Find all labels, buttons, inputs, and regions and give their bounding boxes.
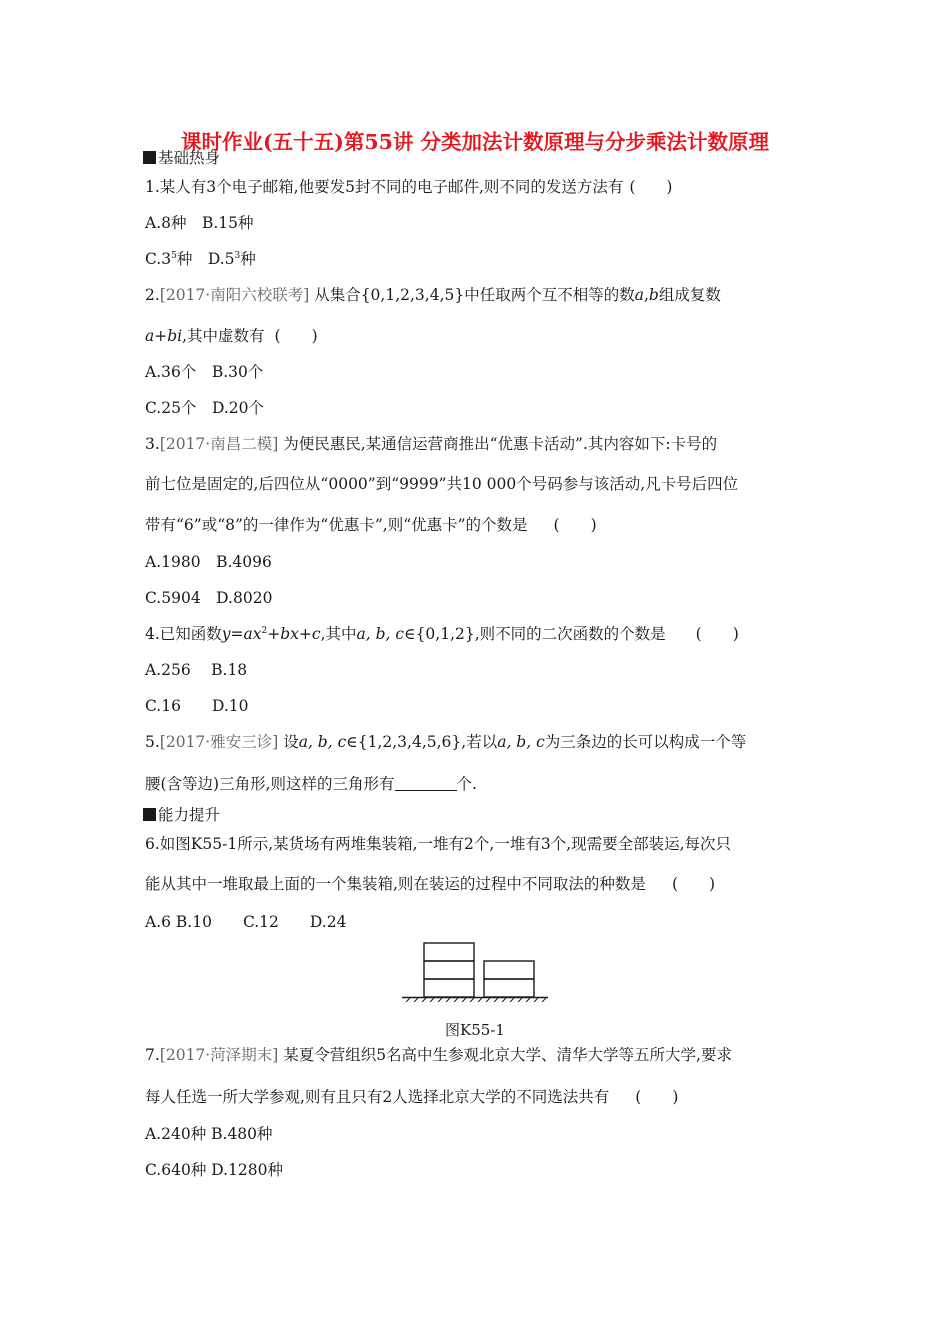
answer-blank (395, 776, 457, 791)
q2-options-ab: A.36个 B.30个 (145, 363, 264, 381)
q3-stem-line2: 前七位是固定的,后四位从“0000”到“9999”共10 000个号码参与该活动,凡卡号后四位 (145, 475, 739, 493)
q7-stem-line1: 7.[2017·菏泽期末] 某夏令营组织5名高中生参观北京大学、清华大学等五所大学,要求 (145, 1046, 732, 1064)
q7-options-ab: A.240种 B.480种 (145, 1125, 273, 1143)
q4-stem: 4.已知函数$y=ax^2+bx+c$,其中a, b, c∈{0,1,2},则不同的二次函数的个数是 ( ) (145, 625, 739, 643)
section-basic: 基础热身 (143, 148, 220, 168)
container-box (484, 979, 534, 997)
square-bullet-icon (143, 808, 156, 821)
source-tag: [2017·南阳六校联考] (159, 286, 310, 304)
q6-stem-line2: 能从其中一堆取最上面的一个集装箱,则在装运的过程中不同取法的种数是 ( ) (145, 875, 716, 893)
q4-options-cd: C.16 D.10 (145, 697, 249, 715)
q5-stem-line1: 5.[2017·雅安三诊] 设a, b, c∈{1,2,3,4,5,6},若以a, b, c为三条边的长可以构成一个等 (145, 733, 747, 751)
source-tag: [2017·雅安三诊] (159, 733, 279, 751)
q3-stem-line3: 带有“6”或“8”的一律作为“优惠卡”,则“优惠卡”的个数是 ( ) (145, 516, 597, 534)
container-box (484, 961, 534, 979)
source-tag: [2017·菏泽期末] (159, 1046, 279, 1064)
q6-options: A.6 B.10 C.12 D.24 (145, 913, 347, 931)
q1-stem: 1.某人有3个电子邮箱,他要发5封不同的电子邮件,则不同的发送方法有 ( ) (145, 178, 673, 196)
q3-stem-line1: 3.[2017·南昌二模] 为便民惠民,某通信运营商推出“优惠卡活动”.其内容如下:卡号的 (145, 435, 718, 453)
q1-options-cd: $C.3^5$种 $D.5^3$种 (145, 250, 256, 268)
container-stacks-figure (402, 940, 548, 1002)
q2-options-cd: C.25个 D.20个 (145, 399, 264, 417)
ground-hatch (406, 998, 546, 1002)
q7-options-cd: C.640种 D.1280种 (145, 1161, 283, 1179)
figure-caption: 图K55-1 (445, 1021, 505, 1039)
q2-stem-line1: 2.[2017·南阳六校联考] 从集合{0,1,2,3,4,5}中任取两个互不相等的数a,b组成复数 (145, 286, 721, 304)
container-box (424, 979, 474, 997)
q3-options-cd: C.5904 D.8020 (145, 589, 273, 607)
page-title: 课时作业(五十五)第55讲 分类加法计数原理与分步乘法计数原理 (180, 130, 770, 154)
q1-options-ab: A.8种 B.15种 (145, 214, 254, 232)
square-bullet-icon (143, 151, 156, 164)
q2-stem-line2: a+bi,其中虚数有 ( ) (145, 327, 318, 345)
q6-stem-line1: 6.如图K55-1所示,某货场有两堆集装箱,一堆有2个,一堆有3个,现需要全部装运,每次只 (145, 835, 732, 853)
container-box (424, 943, 474, 961)
source-tag: [2017·南昌二模] (159, 435, 279, 453)
q3-options-ab: A.1980 B.4096 (145, 553, 272, 571)
container-box (424, 961, 474, 979)
q7-stem-line2: 每人任选一所大学参观,则有且只有2人选择北京大学的不同选法共有 ( ) (145, 1088, 679, 1106)
q5-stem-line2: 腰(含等边)三角形,则这样的三角形有 个. (145, 775, 477, 793)
section-advanced: 能力提升 (143, 805, 220, 825)
q4-options-ab: A.256 B.18 (145, 661, 248, 679)
